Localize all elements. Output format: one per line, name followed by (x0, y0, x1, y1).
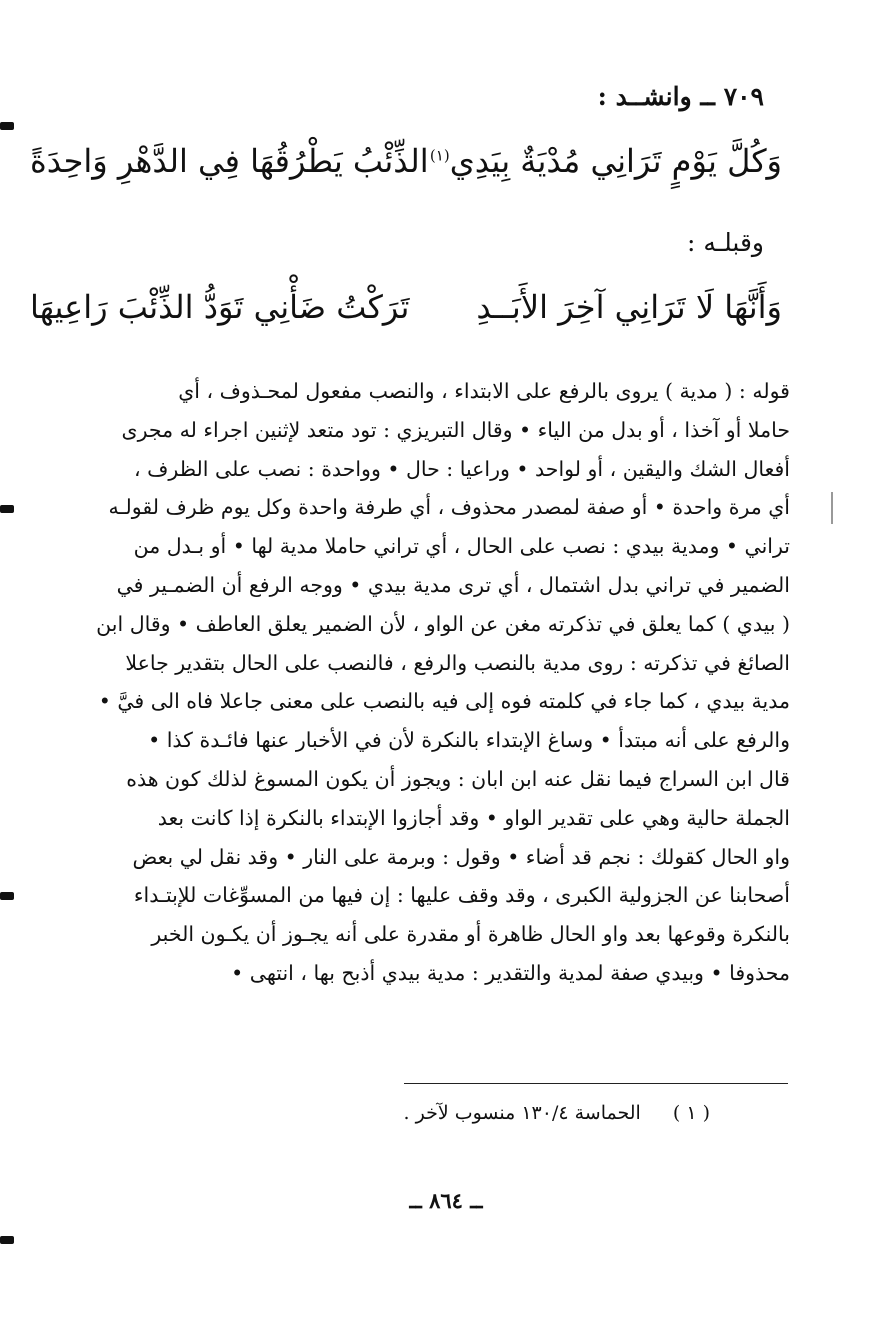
verse-line-1 (30, 142, 782, 194)
verse-line-2 (30, 288, 782, 340)
body-line: الصائغ في تذكرته : روى مدية بالنصب والرفع ، فالنصب على الحال بتقدير جاعلا (125, 650, 790, 675)
footnote-marker: (١) (429, 146, 450, 165)
footnote-text: الحماسة ١٣٠/٤ منسوب لآخر . (403, 1102, 641, 1124)
body-line: قال ابن السراج فيما نقل عنه ابن ابان : ويجوز أن يكون المسوغ لذلك كون هذه (126, 766, 790, 791)
body-line: أفعال الشك واليقين ، أو لواحد • وراعيا : حال • وواحدة : نصب على الظرف ، (134, 456, 790, 481)
footnote-number: ( ١ ) (672, 1102, 710, 1124)
scan-edge-mark (0, 505, 14, 513)
verse-2-right-hemistich: وَأَنَّهَا لَا تَرَانِي آخِرَ الأَبَــدِ (476, 288, 782, 326)
verse-2-left-hemistich: تَرَكْتُ ضَأْنِي تَوَدُّ الذِّئْبَ رَاعِيهَا (30, 288, 410, 326)
verse-1-right-text: وَكُلَّ يَوْمٍ تَرَانِي مُدْيَةٌ بِيَدِي (449, 142, 782, 180)
verse-1-left-hemistich: الذِّئْبُ يَطْرُقُهَا فِي الدَّهْرِ وَاحِدَةً (30, 142, 429, 180)
body-line: واو الحال كقولك : نجم قد أضاء • وقول : وبرمة على النار • وقد نقل لي بعض (132, 844, 790, 869)
body-line: مدية بيدي ، كما جاء في كلمته فوه إلى فيه بالنصب على معنى جاعلا فاه الى فيَّ • (98, 689, 790, 714)
commentary-body (96, 372, 790, 993)
poem-heading: ٧٠٩ ــ وانشــد : (597, 82, 764, 111)
verse-1-right-hemistich (430, 142, 782, 180)
body-line: أصحابنا عن الجزولية الكبرى ، وقد وقف عليها : إن فيها من المسوِّغات للإبتـداء (133, 883, 790, 908)
body-line: تراني • ومدية بيدي : نصب على الحال ، أي تراني حاملا مدية لها • أو بـدل من (133, 534, 790, 559)
scan-edge-mark (0, 122, 14, 130)
body-line: ( بيدي ) كما يعلق في تذكرته مغن عن الواو ، لأن الضمير يعلق العاطف • وقال ابن (96, 611, 790, 636)
body-line: الضمير في تراني بدل اشتمال ، أي ترى مدية بيدي • ووجه الرفع أن الضمـير في (116, 572, 790, 597)
body-line: والرفع على أنه مبتدأ • وساغ الإبتداء بالنكرة لأن في الأخبار عنها فائـدة كذا • (148, 728, 790, 753)
scan-edge-mark (0, 892, 14, 900)
page-number: ــ ٨٦٤ ــ (409, 1188, 483, 1213)
body-line: قوله : ( مدية ) يروى بالرفع على الابتداء ، والنصب مفعول لمحـذوف ، أي (178, 379, 790, 403)
body-line: بالنكرة وقوعها بعد واو الحال ظاهرة أو مقدرة على أنه يجـوز أن يكـون الخبر (151, 922, 790, 947)
body-line: أي مرة واحدة • أو صفة لمصدر محذوف ، أي طرفة واحدة وكل يوم ظرف لقولـه (108, 495, 790, 520)
body-line: الجملة حالية وهي على تقدير الواو • وقد أجازوا الإبتداء بالنكرة إذا كانت بعد (157, 805, 790, 830)
body-line: حاملا أو آخذا ، أو بدل من الياء • وقال التبريزي : تود متعد لإثنين اجراء له مجرى (121, 417, 790, 442)
body-line: محذوفا • وبيدي صفة لمدية والتقدير : مدية بيدي أذبح بها ، انتهى • (231, 960, 790, 985)
footnote-separator (404, 1083, 788, 1084)
preceding-verse-label: وقبلـه : (687, 228, 764, 257)
scan-edge-mark (0, 1236, 14, 1244)
scan-mark-line (831, 492, 833, 524)
footnote (404, 1102, 710, 1124)
